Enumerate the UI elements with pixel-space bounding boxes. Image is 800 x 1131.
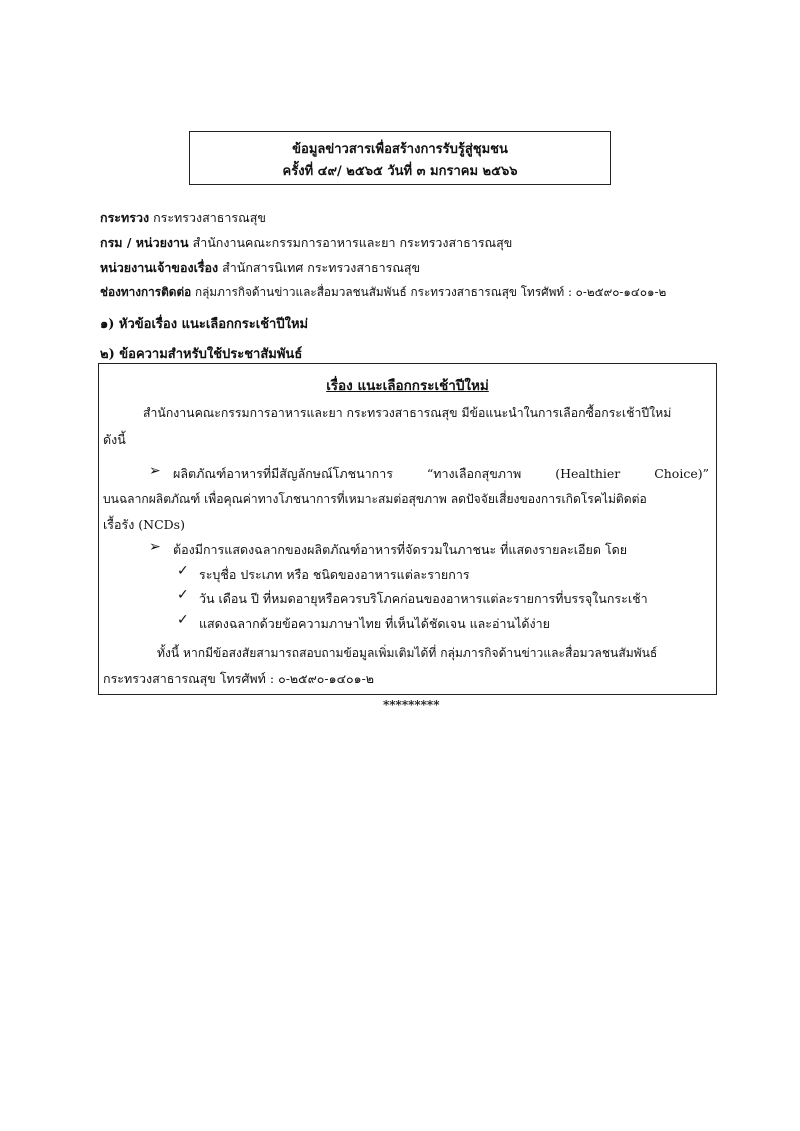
department-row [100, 233, 512, 253]
owner-row [100, 258, 420, 278]
intro-line-1: สำนักงานคณะกรรมการอาหารและยา กระทรวงสาธารณสุข มีข้อแนะนำในการเลือกซื้อกระเช้าปีใหม่ [143, 406, 672, 420]
arrow-bullet-icon: ➢ [149, 539, 161, 555]
ministry-label: กระทรวง [100, 210, 150, 225]
department-label: กรม / หน่วยงาน [100, 235, 189, 250]
department-value: สำนักงานคณะกรรมการอาหารและยา กระทรวงสาธารณสุข [192, 235, 513, 250]
contact-label: ช่องทางการติดต่อ [100, 285, 192, 299]
owner-label: หน่วยงานเจ้าของเรื่อง [100, 260, 219, 275]
section-topic: ๑) หัวข้อเรื่อง แนะเลือกกระเช้าปีใหม่ [100, 317, 309, 332]
check-item-1: ระบุชื่อ ประเภท หรือ ชนิดของอาหารแต่ละรายการ [199, 567, 470, 582]
section-message: ๒) ข้อความสำหรับใช้ประชาสัมพันธ์ [100, 347, 303, 362]
bullet-1-line-1: ผลิตภัณฑ์อาหารที่มีสัญลักษณ์โภชนาการ “ทางเลือกสุขภาพ (Healthier Choice)” [173, 466, 709, 481]
box-title: เรื่อง แนะเลือกกระเช้าปีใหม่ [326, 378, 489, 394]
arrow-bullet-icon: ➢ [149, 463, 161, 479]
message-box [98, 363, 717, 695]
bullet-1-line-2: บนฉลากผลิตภัณฑ์ เพื่อคุณค่าทางโภชนาการที่เหมาะสมต่อสุขภาพ ลดปัจจัยเสี่ยงของการเกิดโรคไม่ติดต่อ [103, 492, 647, 506]
checkmark-icon: ✓ [177, 612, 189, 628]
contact-value: กลุ่มภารกิจด้านข่าวและสื่อมวลชนสัมพันธ์ กระทรวงสาธารณสุข โทรศัพท์ : ๐-๒๕๙๐-๑๔๐๑-๒ [194, 285, 667, 299]
intro-line-2: ดังนี้ [103, 432, 126, 447]
check-item-2: วัน เดือน ปี ที่หมดอายุหรือควรบริโภคก่อนของอาหารแต่ละรายการที่บรรจุในกระเช้า [199, 591, 648, 606]
header-box [189, 131, 611, 185]
owner-value: สำนักสารนิเทศ กระทรวงสาธารณสุข [222, 260, 421, 275]
check-item-3: แสดงฉลากด้วยข้อความภาษาไทย ที่เห็นได้ชัดเจน และอ่านได้ง่าย [199, 616, 550, 631]
checkmark-icon: ✓ [177, 563, 189, 579]
document-title: ข้อมูลข่าวสารเพื่อสร้างการรับรู้สู่ชุมชน [292, 142, 508, 157]
issue-line: ครั้งที่ ๔๙/ ๒๕๖๕ วันที่ ๓ มกราคม ๒๕๖๖ [282, 164, 518, 179]
end-marker: ********* [383, 698, 440, 712]
ministry-value: กระทรวงสาธารณสุข [153, 210, 266, 225]
contact-row [100, 283, 666, 302]
bullet-1-line-3: เรื้อรัง (NCDs) [103, 517, 185, 532]
closing-line-1: ทั้งนี้ หากมีข้อสงสัยสามารถสอบถามข้อมูลเพิ่มเติมได้ที่ กลุ่มภารกิจด้านข่าวและสื่อมวลชนสัมพันธ์ [157, 646, 658, 660]
checkmark-icon: ✓ [177, 587, 189, 603]
ministry-row [100, 208, 266, 228]
bullet-2: ต้องมีการแสดงฉลากของผลิตภัณฑ์อาหารที่จัดรวมในภาชนะ ที่แสดงรายละเอียด โดย [173, 542, 628, 557]
closing-line-2: กระทรวงสาธารณสุข โทรศัพท์ : ๐-๒๕๙๐-๑๔๐๑-๒ [103, 671, 375, 686]
